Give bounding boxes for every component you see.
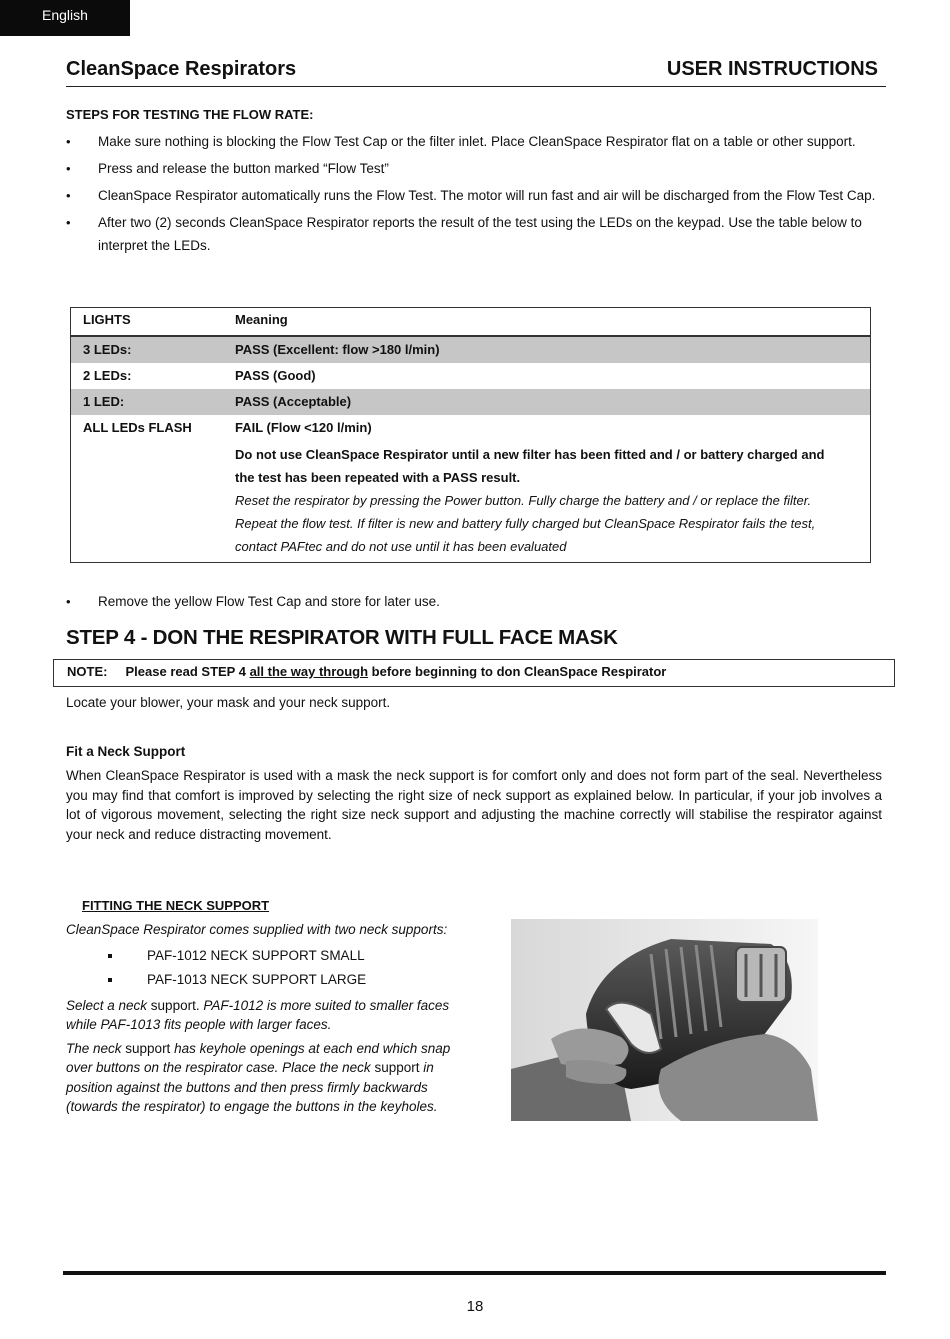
text-fragment: Select a neck xyxy=(66,997,148,1013)
fit-neck-support-paragraph: When CleanSpace Respirator is used with a mask the neck support is for comfort only and does not form part of the seal. Nevertheless you may find that comfort is improved by selecting the right size of neck support as explained below. In particular, if your job involves a lot of vigorous movement, selecting the right size neck support and adjusting the machine correctly will stabilise the respirator against your neck and reduce distracting movement. xyxy=(66,768,882,842)
text-fragment: support. xyxy=(147,997,200,1013)
text-fragment: in position against the buttons and then press firmly backwards (towards the respirator) to engage the buttons in the keyholes. xyxy=(66,1060,438,1114)
lights-cell: 3 LEDs: xyxy=(71,336,224,363)
flow-test-steps xyxy=(66,130,876,261)
fail-details-cell xyxy=(223,441,871,563)
table-row xyxy=(71,389,871,415)
fitting-instructions xyxy=(66,920,456,1121)
note-text-underlined: all the way through xyxy=(249,664,369,679)
text-fragment: support xyxy=(370,1060,420,1075)
meaning-cell: PASS (Acceptable) xyxy=(223,389,871,415)
neck-support-list xyxy=(66,944,456,992)
text-fragment: PAF-1012 is more suited to smaller faces while PAF-1013 fits people with larger faces. xyxy=(66,997,450,1032)
meaning-cell: PASS (Excellent: flow >180 l/min) xyxy=(223,336,871,363)
list-item xyxy=(66,130,876,153)
select-support-text xyxy=(66,996,456,1035)
column-header-lights: LIGHTS xyxy=(71,308,224,337)
step4-title: STEP 4 - DON THE RESPIRATOR WITH FULL FACE MASK xyxy=(66,626,618,649)
empty-cell xyxy=(71,441,224,563)
final-step-item xyxy=(66,592,440,612)
fitting-section-title: FITTING THE NECK SUPPORT xyxy=(82,898,270,913)
lights-cell: ALL LEDs FLASH xyxy=(83,420,192,435)
bullet-icon: • xyxy=(66,134,71,149)
note-text-pre: Please read STEP 4 xyxy=(125,664,250,679)
column-header-meaning: Meaning xyxy=(223,308,871,337)
step-text: Remove the yellow Flow Test Cap and store for later use. xyxy=(98,594,440,609)
table-row xyxy=(71,441,871,563)
note-text-post: before beginning to don CleanSpace Respirator xyxy=(368,664,667,679)
list-item xyxy=(66,968,456,992)
locate-text: Locate your blower, your mask and your neck support. xyxy=(66,695,391,710)
fail-warning-text: Do not use CleanSpace Respirator until a new filter has been fitted and / or battery charged and the test has been repeated with a PASS result. xyxy=(235,447,825,485)
fail-instructions-text: Reset the respirator by pressing the Power button. Fully charge the battery and / or replace the filter. Repeat the flow test. If filter is new and battery fully charged but CleanSpace Respirator fails the test, contact PAFtec and do not use until it has been evaluated xyxy=(235,493,816,554)
table-row xyxy=(71,336,871,363)
list-item xyxy=(66,211,876,257)
led-results-table xyxy=(70,307,871,563)
footer-rule xyxy=(63,1271,886,1275)
document-type-title: USER INSTRUCTIONS xyxy=(666,58,878,80)
list-item xyxy=(66,184,876,207)
text-fragment: support xyxy=(121,1040,171,1056)
list-item xyxy=(66,157,876,180)
step-text: After two (2) seconds CleanSpace Respirator reports the result of the test using the LEDs on the keypad. Use the table below to interpret the LEDs. xyxy=(98,215,862,253)
lights-cell: 2 LEDs: xyxy=(83,368,132,383)
brand-title: CleanSpace Respirators xyxy=(66,58,297,80)
meaning-cell: PASS (Good) xyxy=(235,368,316,383)
table-header-row xyxy=(71,308,871,337)
note-label: NOTE: xyxy=(67,664,108,679)
square-bullet-icon xyxy=(108,978,112,982)
step-text: CleanSpace Respirator automatically runs the Flow Test. The motor will run fast and air will be discharged from the Flow Test Cap. xyxy=(98,188,876,203)
fit-neck-support-heading: Fit a Neck Support xyxy=(66,744,186,759)
keyhole-text xyxy=(66,1039,456,1117)
table-row xyxy=(71,415,871,441)
step-text: Press and release the button marked “Flow Test” xyxy=(98,161,389,176)
language-tab: English xyxy=(0,0,130,36)
meaning-cell: FAIL (Flow <120 l/min) xyxy=(235,420,372,435)
list-item xyxy=(66,944,456,968)
square-bullet-icon xyxy=(108,954,112,958)
respirator-hands-illustration xyxy=(511,919,818,1121)
bullet-icon: • xyxy=(66,188,71,203)
lights-cell: 1 LED: xyxy=(71,389,224,415)
bullet-icon: • xyxy=(66,161,71,176)
page-number: 18 xyxy=(466,1298,484,1315)
neck-support-photo xyxy=(511,919,818,1121)
text-fragment: The neck xyxy=(66,1040,122,1056)
bullet-icon: • xyxy=(66,215,71,230)
text-fragment: has keyhole openings at each end which snap over buttons on the respirator case. Place the neck xyxy=(66,1040,451,1075)
item-text: PAF-1012 NECK SUPPORT SMALL xyxy=(147,947,365,963)
bullet-icon: • xyxy=(66,594,71,609)
fitting-intro: CleanSpace Respirator comes supplied with two neck supports: xyxy=(66,922,448,937)
step-text: Make sure nothing is blocking the Flow Test Cap or the filter inlet. Place CleanSpace Respirator flat on a table or other support. xyxy=(98,134,856,149)
note-box xyxy=(53,659,895,687)
item-text: PAF-1013 NECK SUPPORT LARGE xyxy=(147,971,367,987)
table-row xyxy=(71,363,871,389)
flow-test-heading: STEPS FOR TESTING THE FLOW RATE: xyxy=(66,107,314,122)
page-header xyxy=(66,56,886,87)
